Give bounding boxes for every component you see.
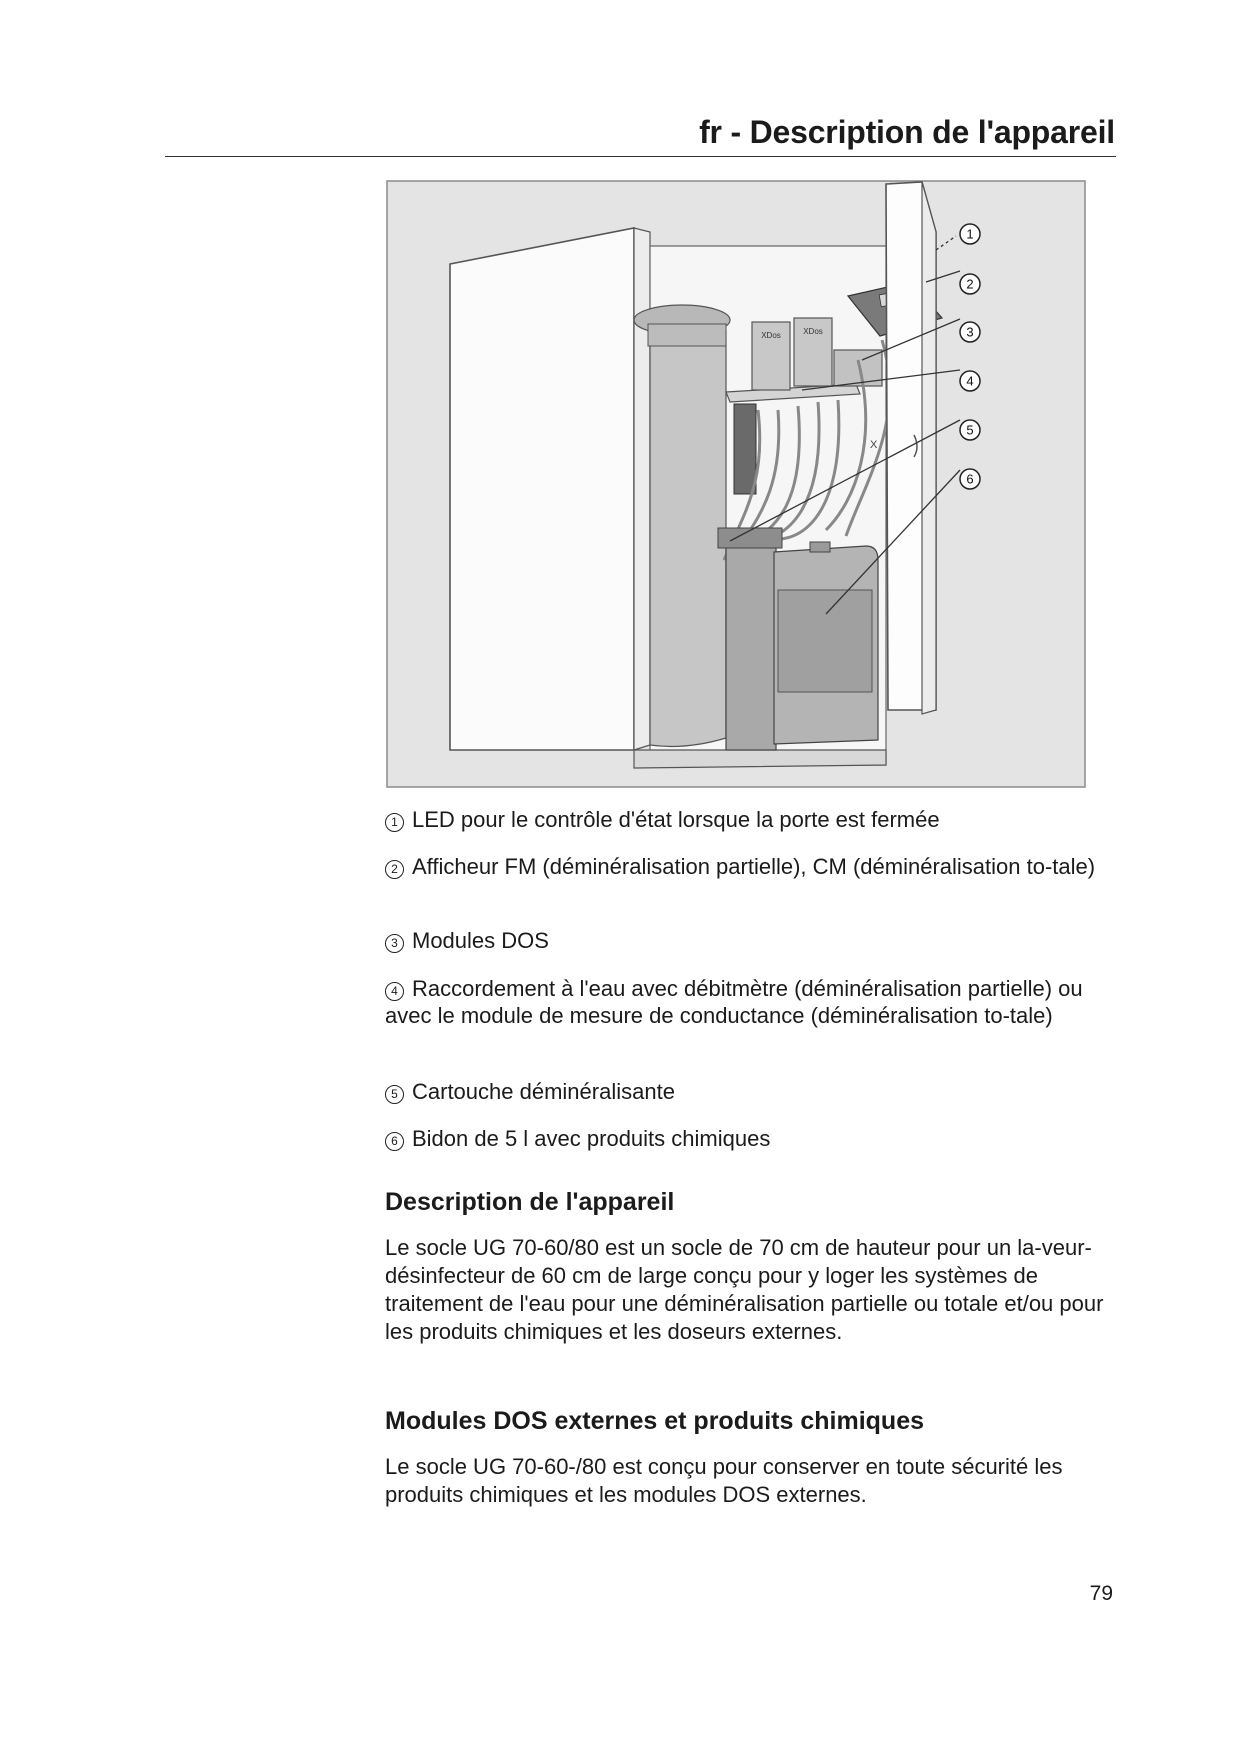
legend-number: 5: [385, 1085, 404, 1104]
legend-item: [385, 927, 1120, 954]
legend-text: LED pour le contrôle d'état lorsque la porte est fermée: [412, 807, 940, 832]
section-body-dos-modules: Le socle UG 70-60-/80 est conçu pour conserver en toute sécurité les produits chimiques et les modules DOS externes.: [385, 1454, 1063, 1507]
legend-text: Bidon de 5 l avec produits chimiques: [412, 1126, 771, 1151]
section-heading-dos-modules: Modules DOS externes et produits chimiques: [385, 1407, 925, 1435]
dos-module-label-2: XDos: [803, 327, 823, 336]
legend-item: [385, 1078, 1120, 1105]
callout-3: 3: [966, 324, 974, 340]
section-heading-description: Description de l'appareil: [385, 1188, 675, 1216]
legend-text: Raccordement à l'eau avec débitmètre (déminéralisation partielle) ou avec le module de mesure de conductance (déminéralisation to-tale): [385, 976, 1083, 1028]
canister-small: [726, 538, 776, 750]
legend-number: 4: [385, 982, 404, 1001]
door-mark: X: [870, 439, 878, 451]
section-body-description: Le socle UG 70-60/80 est un socle de 70 cm de hauteur pour un la-veur-désinfecteur de 60 cm de large conçu pour y loger les systèmes de traitement de l'eau pour une déminéralisation partielle ou totale et/ou pour les produits chimiques et les doseurs externes.: [385, 1235, 1104, 1344]
legend-text: Modules DOS: [412, 928, 549, 953]
legend-number: 2: [385, 860, 404, 879]
cartridge-cylinder: [650, 318, 726, 746]
callout-2: 2: [966, 276, 974, 292]
legend-text: Afficheur FM (déminéralisation partielle), CM (déminéralisation to-tale): [412, 854, 1096, 879]
dos-module-label-1: XDos: [761, 331, 781, 340]
cabinet-side-panel: [450, 228, 634, 750]
legend-text: Cartouche déminéralisante: [412, 1079, 675, 1104]
flowmeter: [734, 404, 756, 494]
cabinet-illustration: [386, 180, 1086, 788]
callout-1: 1: [966, 226, 974, 242]
page-header-title: fr - Description de l'appareil: [699, 114, 1115, 150]
callout-6: 6: [966, 471, 974, 487]
legend-number: 6: [385, 1132, 404, 1151]
legend-item: [385, 1125, 1120, 1152]
callout-4: 4: [966, 373, 974, 389]
legend-item: [385, 853, 1120, 880]
callout-5: 5: [966, 422, 974, 438]
header-divider: [165, 156, 1116, 157]
legend-number: 3: [385, 934, 404, 953]
cabinet-drawing: [386, 180, 1086, 788]
legend-number: 1: [385, 813, 404, 832]
legend-item: [385, 806, 1120, 833]
legend-item: [385, 975, 1120, 1029]
page-number: 79: [1089, 1582, 1113, 1605]
